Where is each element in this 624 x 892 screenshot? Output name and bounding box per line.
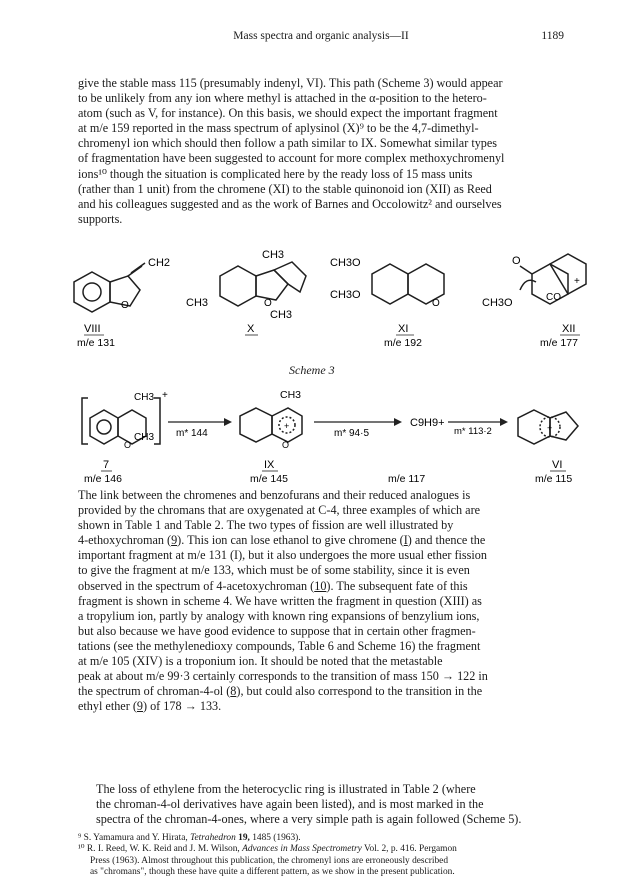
- svg-text:O: O: [124, 440, 132, 450]
- metastable-label: m* 94·5: [334, 428, 370, 439]
- line: to give the fragment at m/e 133, which must be of some stability, since it is even: [78, 563, 470, 578]
- line: observed in the spectrum of 4-acetoxychroman (10). The subsequent fate of this: [78, 578, 468, 593]
- footnote-9: ⁹ S. Yamamura and Y. Hirata, Tetrahedron 19, 1485 (1963).: [78, 833, 301, 843]
- svg-text:O: O: [432, 298, 440, 309]
- line: tations (see the methylenedioxy compounds, Table 6 and Scheme 16) the fragment: [78, 638, 481, 653]
- structure-xi: [330, 257, 444, 349]
- page-number: 1189: [541, 30, 564, 42]
- line: at m/e 105 (XIV) is a troponium ion. It should be noted that the metastable: [78, 654, 443, 669]
- line: spectra of the chroman-4-ones, where a very simple path is again followed (Scheme 5).: [96, 812, 522, 827]
- footnote-10-cont: as "chromans", though these have quite a different pattern, as we show in the present publication.: [90, 866, 455, 877]
- line: ions¹⁰ though the situation is complicated here by the ready loss of 15 mass units: [78, 166, 473, 181]
- numeral-vi: VI: [552, 459, 563, 471]
- compound-ref: 8: [230, 684, 237, 699]
- structure-x: [186, 249, 306, 335]
- mass-label: m/e 192: [384, 337, 422, 349]
- line: chromenyl ion which should then follow a path similar to IX. Somewhat similar types: [78, 136, 498, 151]
- structure-vi: [518, 410, 578, 485]
- scheme-row-2: [0, 378, 624, 486]
- svg-text:+: +: [547, 423, 553, 433]
- methoxy-top: CH3O: [330, 257, 361, 269]
- line: at m/e 159 reported in the mass spectrum of aplysinol (X)⁹ to be the 4,7-dimethyl-: [78, 121, 479, 136]
- line: important fragment at m/e 131 (I), but it also undergoes the more usual ether fission: [78, 548, 487, 563]
- structure-viii: [74, 257, 170, 349]
- line: the spectrum of chroman-4-ol (8), but could also correspond to the transition in the: [78, 684, 483, 699]
- ch3-b: CH3: [134, 432, 155, 443]
- methoxy-bottom: CH3O: [330, 289, 361, 301]
- arrow-metastable-3: [448, 418, 508, 437]
- numeral-viii: VIII: [84, 323, 101, 335]
- mass-label: m/e 115: [535, 473, 573, 485]
- numeral-xi: XI: [398, 323, 409, 335]
- structure-ix: [240, 389, 302, 485]
- arrow-metastable-2: [314, 418, 402, 439]
- compound-ref: I: [403, 533, 408, 548]
- svg-text:O: O: [282, 440, 290, 450]
- methoxy-label: CH3O: [482, 297, 513, 309]
- footnote-10: ¹⁰ R. I. Reed, W. K. Reid and J. M. Wilson, Advances in Mass Spectrometry Vol. 2, p. 416. Pergamon: [78, 844, 457, 855]
- paragraph-1: [78, 76, 564, 227]
- line: a tropylium ion, partly by analogy with known ring expansions of benzylium ions,: [78, 608, 480, 623]
- compound-ref: 9: [136, 699, 143, 714]
- formula-label: C9H9+: [410, 417, 445, 429]
- mass-label: m/e 177: [540, 337, 578, 349]
- line: provided by the chromans that are oxygenated at C-4, three examples of which are: [78, 503, 481, 518]
- numeral-xii: XII: [562, 323, 576, 335]
- structure-7: [82, 390, 168, 485]
- ch3-label: CH3: [280, 389, 302, 401]
- ch3-left: CH3: [186, 297, 209, 309]
- mass-label: m/e 131: [77, 337, 115, 349]
- ch3-bottom: CH3: [270, 309, 293, 321]
- numeral-x: X: [247, 323, 255, 335]
- oxygen-plus-label: O: [121, 300, 129, 311]
- line: ethyl ether (9) of 178 → 133.: [78, 699, 222, 714]
- line: atom (such as V, for instance). On this basis, we should expect the important fragment: [78, 106, 498, 121]
- line: of fragmentation have been suggested to account for more complex methoxychromenyl: [78, 151, 505, 166]
- ch3-a: CH3: [134, 392, 155, 403]
- ch2-label: CH2: [148, 257, 171, 269]
- mass-label: m/e 146: [84, 473, 122, 485]
- line: the chroman-4-ol derivatives have again been listed), and is most marked in the: [96, 797, 484, 812]
- numeral-7: 7: [103, 459, 110, 471]
- svg-text:+: +: [284, 421, 290, 431]
- oxo-label: O: [512, 255, 521, 267]
- line: The link between the chromenes and benzofurans and their reduced analogues is: [78, 488, 471, 502]
- footnotes: [78, 833, 564, 878]
- metastable-label: m* 144: [176, 428, 208, 439]
- co-label: CO: [546, 292, 561, 303]
- structure-xii: [482, 254, 586, 349]
- paragraph-2: [78, 488, 564, 714]
- svg-text:+: +: [574, 276, 580, 287]
- line: 4-ethoxychroman (9). This ion can lose ethanol to give chromene (I) and thence the: [78, 533, 486, 548]
- running-title: Mass spectra and organic analysis—II: [233, 30, 409, 42]
- ch3-top: CH3: [262, 249, 285, 261]
- scheme-caption: Scheme 3: [289, 363, 335, 377]
- footnote-10-cont: Press (1963). Almost throughout this publication, the chromenyl ions are erroneously described: [90, 855, 449, 866]
- metastable-label: m* 113·2: [454, 426, 492, 437]
- mass-117-label: m/e 117: [388, 473, 426, 485]
- compound-ref: 9: [171, 533, 178, 548]
- line: peak at about m/e 99·3 certainly corresponds to the transition of mass 150 → 122 in: [78, 669, 488, 684]
- line: to be unlikely from any ion where methyl is attached in the α-position to the hetero-: [78, 91, 487, 106]
- scheme-row-1: [0, 240, 624, 352]
- svg-text:+: +: [162, 390, 168, 401]
- line: The loss of ethylene from the heterocyclic ring is illustrated in Table 2 (where: [96, 782, 476, 796]
- line: but also because we have good evidence to suppose that in certain other fragmen-: [78, 623, 476, 638]
- line: give the stable mass 115 (presumably indenyl, VI). This path (Scheme 3) would appear: [78, 76, 503, 90]
- line: shown in Table 1 and Table 2. The two types of fission are well illustrated by: [78, 518, 454, 533]
- numeral-ix: IX: [264, 459, 275, 471]
- compound-ref: 10: [314, 578, 327, 593]
- running-header: [78, 30, 564, 46]
- line: (rather than 1 unit) from the chromene (XI) to the stable quinonoid ion (XII) as Reed: [78, 181, 492, 196]
- arrow-metastable-1: [168, 418, 232, 439]
- mass-label: m/e 145: [250, 473, 288, 485]
- svg-text:O: O: [264, 298, 272, 309]
- line: and his colleagues suggested and as the work of Barnes and Occolowitz² and ourselves: [78, 196, 502, 211]
- line: fragment is shown in scheme 4. We have written the fragment in question (XIII) as: [78, 593, 482, 608]
- line: supports.: [78, 211, 123, 226]
- paragraph-3: [78, 782, 564, 827]
